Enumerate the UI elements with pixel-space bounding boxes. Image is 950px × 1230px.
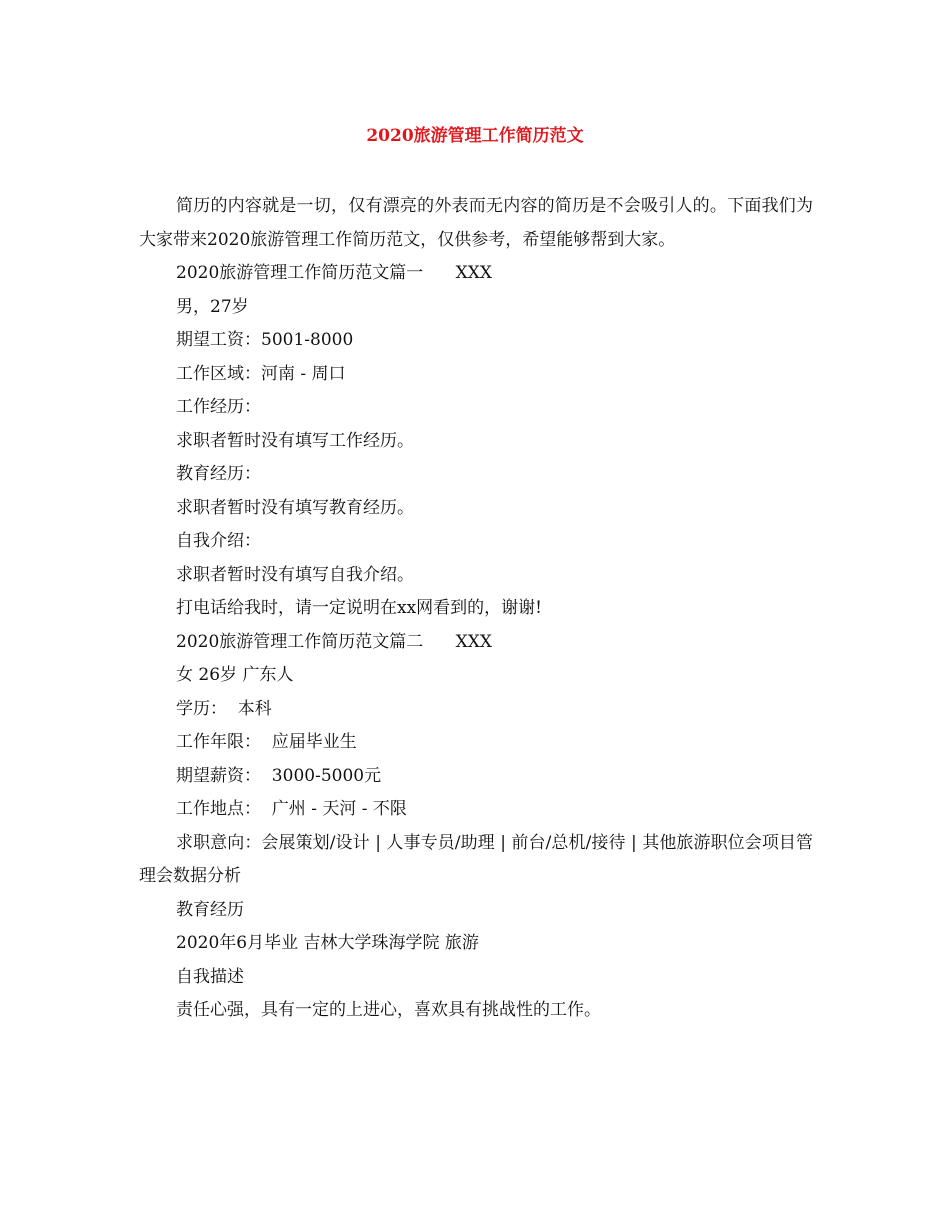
resume-one-gender-age: 男，27岁 <box>176 296 249 317</box>
resume-two-job-intention: 求职意向：会展策划/设计 | 人事专员/助理 | 前台/总机/接待 | 其他旅游职位会项目管理会数据分析 <box>139 832 813 886</box>
document-title: 2020旅游管理工作简历范文 <box>366 126 584 146</box>
resume-one-work-region: 工作区域：河南 - 周口 <box>176 363 346 384</box>
resume-one-work-experience-label: 工作经历： <box>176 397 261 417</box>
resume-two-work-years: 工作年限： 应届毕业生 <box>176 732 357 752</box>
resume-one-contact-note: 打电话给我时，请一定说明在xx网看到的，谢谢! <box>176 598 543 618</box>
resume-two-basic-info: 女 26岁 广东人 <box>176 665 294 685</box>
resume-two-expected-salary: 期望薪资： 3000-5000元 <box>176 765 382 786</box>
intro-paragraph: 简历的内容就是一切，仅有漂亮的外表而无内容的简历是不会吸引人的。下面我们为大家带来2020旅游管理工作简历范文，仅供参考，希望能够帮到大家。 <box>139 196 813 250</box>
resume-two-self-description-text: 责任心强，具有一定的上进心，喜欢具有挑战性的工作。 <box>176 1000 601 1020</box>
resume-one-expected-salary: 期望工资：5001-8000 <box>176 330 354 350</box>
resume-one-work-experience-text: 求职者暂时没有填写工作经历。 <box>176 430 414 451</box>
resume-one-heading: 2020旅游管理工作简历范文篇一 XXX <box>176 263 492 283</box>
resume-one-education-text: 求职者暂时没有填写教育经历。 <box>176 497 414 518</box>
resume-one-self-intro-text: 求职者暂时没有填写自我介绍。 <box>176 564 414 585</box>
resume-two-work-location: 工作地点： 广州 - 天河 - 不限 <box>176 799 407 819</box>
resume-two-self-description-label: 自我描述 <box>176 966 244 987</box>
resume-two-education-label: 教育经历 <box>176 899 244 920</box>
resume-two-degree: 学历： 本科 <box>176 698 272 719</box>
resume-two-education-text: 2020年6月毕业 吉林大学珠海学院 旅游 <box>176 933 479 953</box>
document-body <box>139 190 813 1028</box>
resume-two-heading: 2020旅游管理工作简历范文篇二 XXX <box>176 631 492 652</box>
resume-one-education-label: 教育经历： <box>176 464 261 484</box>
resume-one-self-intro-label: 自我介绍： <box>176 531 261 551</box>
